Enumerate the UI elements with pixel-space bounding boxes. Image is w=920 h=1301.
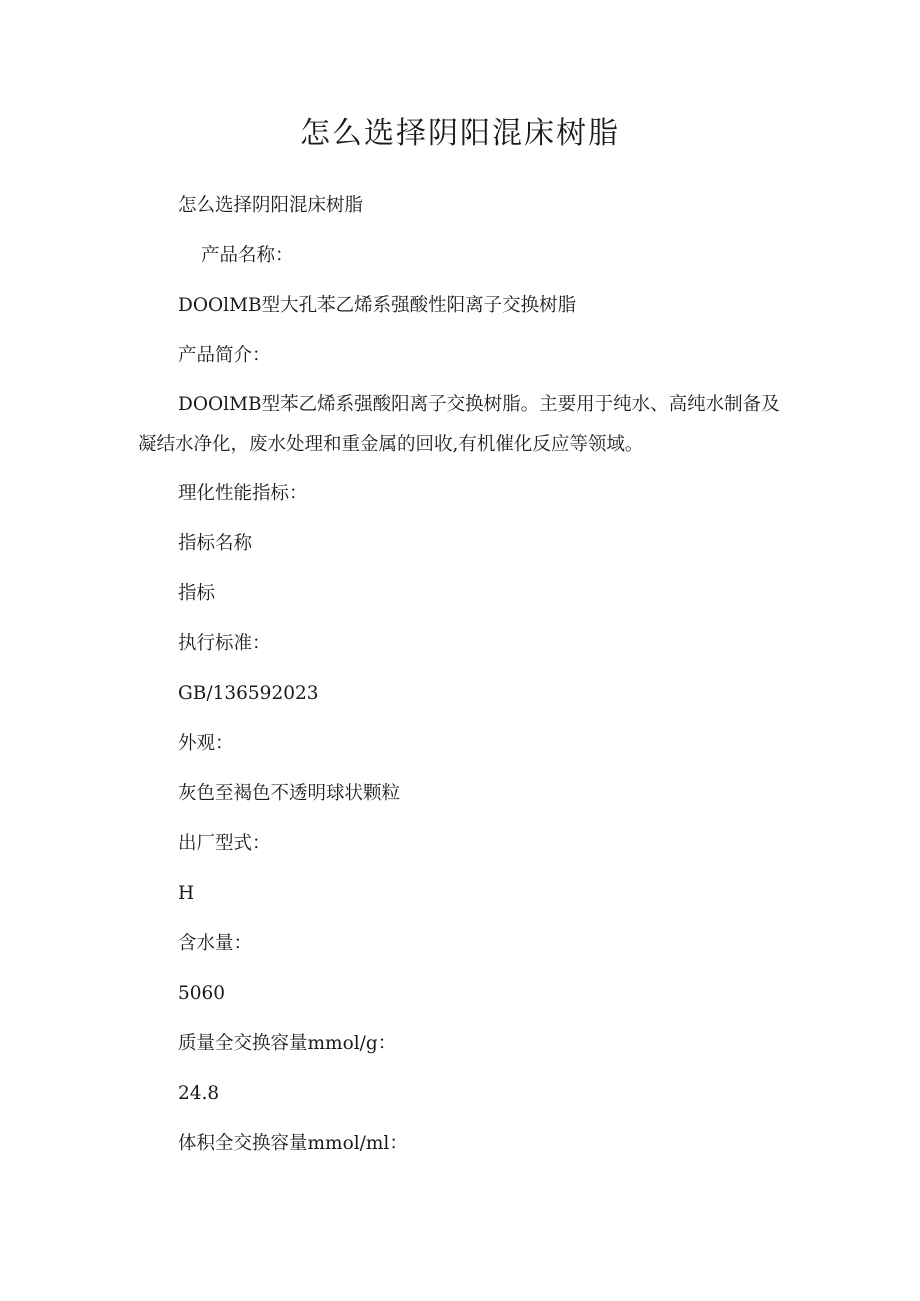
paragraph: 外观： <box>178 733 234 754</box>
paragraph: 理化性能指标： <box>178 483 308 504</box>
paragraph: DOOlMB型苯乙烯系强酸阳离子交换树脂。主要用于纯水、高纯水制备及凝结水净化，废水处理和重金属的回收,有机催化反应等领域。 <box>138 394 780 455</box>
paragraph: 5060 <box>178 983 226 1004</box>
paragraph: 含水量： <box>178 933 253 954</box>
paragraph: GB/136592023 <box>178 683 319 704</box>
paragraph: 执行标准： <box>178 633 271 654</box>
paragraph: 指标名称 <box>178 533 253 554</box>
paragraph: H <box>178 883 195 904</box>
paragraph: 质量全交换容量mmol/g： <box>178 1033 397 1054</box>
paragraph: 产品简介： <box>178 345 271 366</box>
paragraph: 出厂型式： <box>178 833 271 854</box>
paragraph: 产品名称： <box>201 245 294 266</box>
paragraph: 24.8 <box>178 1083 220 1104</box>
paragraph: 怎么选择阴阳混床树脂 <box>178 195 364 216</box>
paragraph: DOOlMB型大孔苯乙烯系强酸性阳离子交换树脂 <box>178 295 577 316</box>
paragraph: 体积全交换容量mmol/ml： <box>178 1133 408 1154</box>
paragraph: 指标 <box>178 583 216 604</box>
document-title: 怎么选择阴阳混床树脂 <box>300 116 620 151</box>
paragraph: 灰色至褐色不透明球状颗粒 <box>178 783 401 804</box>
